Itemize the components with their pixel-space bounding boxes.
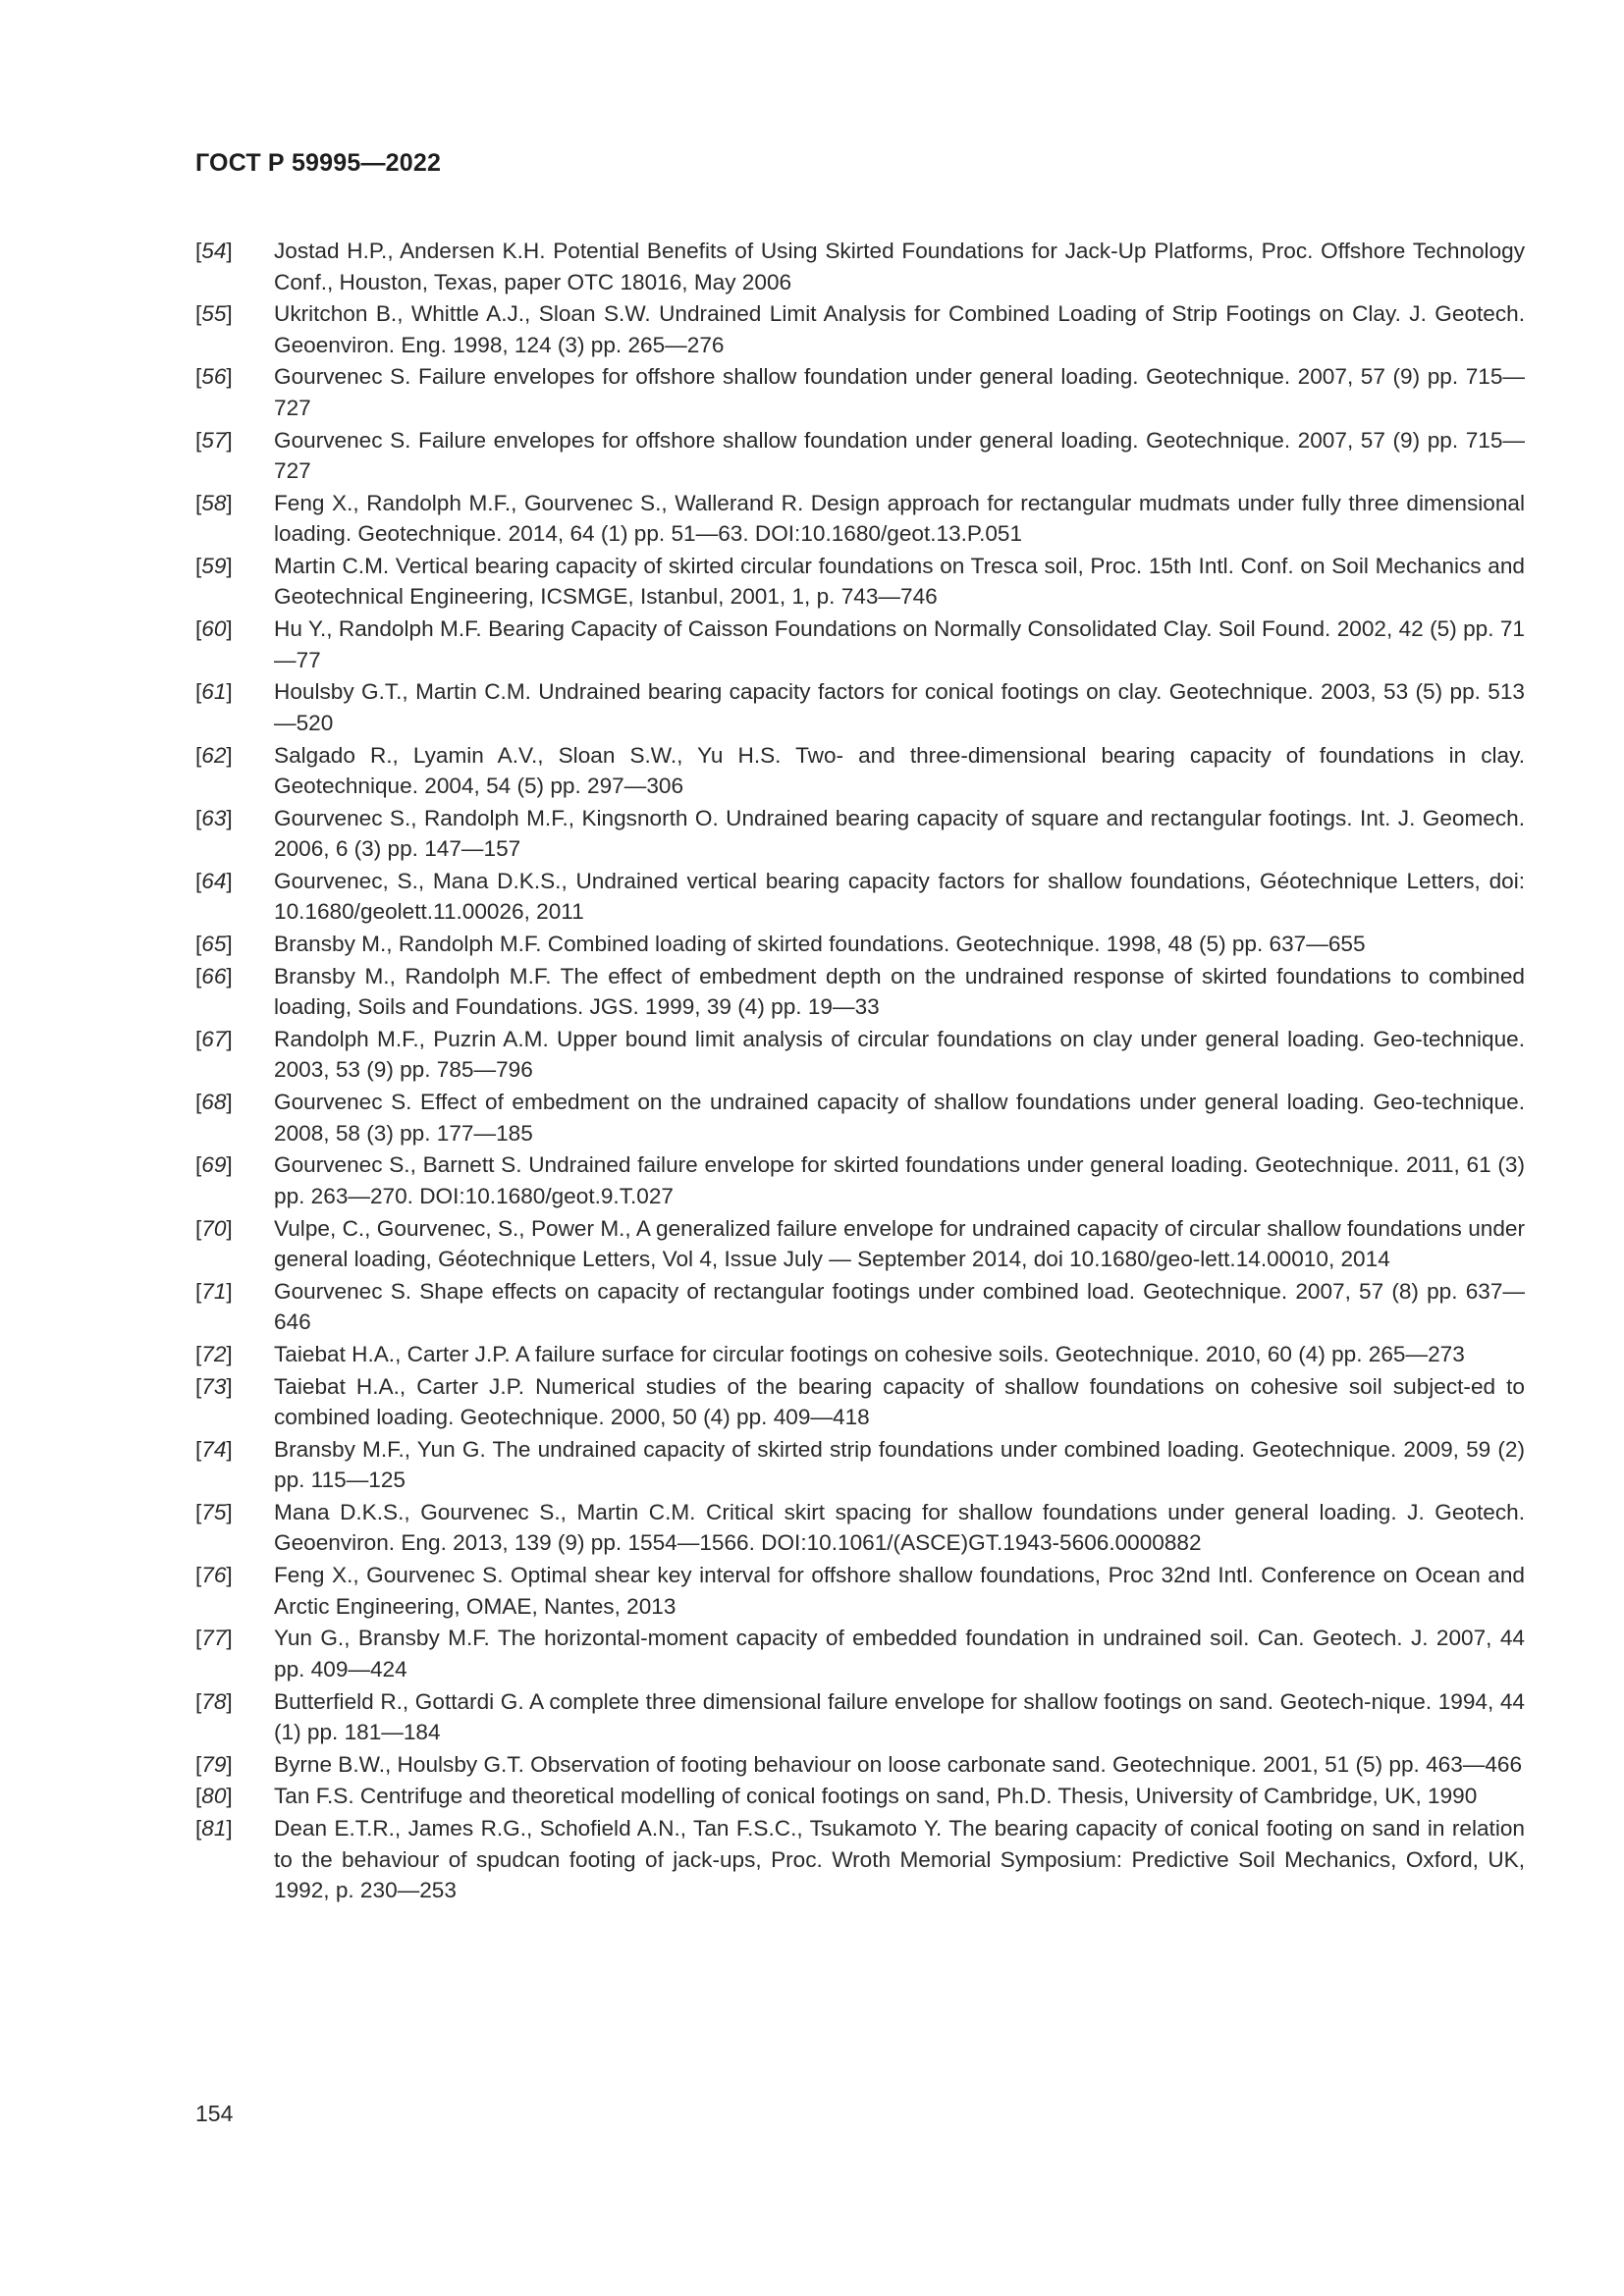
reference-number: [60]	[195, 616, 233, 642]
reference-item	[195, 1623, 1525, 1684]
reference-text: Tan F.S. Centrifuge and theoretical modelling of conical footings on sand, Ph.D. Thesis, University of Cambridge, UK, 1990	[274, 1784, 1478, 1809]
reference-list	[195, 236, 1525, 1907]
reference-number: [78]	[195, 1688, 233, 1714]
reference-text: Feng X., Gourvenec S. Optimal shear key interval for offshore shallow foundations, Proc 32nd Intl. Conference on Ocean and Arctic Engineering, OMAE, Nantes, 2013	[274, 1563, 1525, 1619]
reference-number-value: 66	[201, 963, 227, 988]
reference-item	[195, 236, 1525, 297]
reference-item	[195, 803, 1525, 865]
reference-number-value: 72	[201, 1341, 227, 1366]
reference-number: [65]	[195, 932, 233, 957]
reference-text: Bransby M., Randolph M.F. Combined loading of skirted foundations. Geotechnique. 1998, 48 (5) pp. 637—655	[274, 932, 1366, 957]
reference-number-value: 63	[201, 805, 227, 830]
page-header-title: ГОСТ Р 59995—2022	[195, 149, 442, 177]
reference-text: Vulpe, C., Gourvenec, S., Power M., A generalized failure envelope for undrained capacity of circular shallow foundations under general loading, Géotechnique Letters, Vol 4, Issue July — September 2014, doi 10.1680/geo-lett.14.00010, 2014	[274, 1215, 1525, 1271]
reference-text: Gourvenec S., Barnett S. Undrained failure envelope for skirted foundations under general loading. Geotechnique. 2011, 61 (3) pp. 263—270. DOI:10.1680/geot.9.T.027	[274, 1152, 1525, 1208]
reference-number-value: 62	[201, 742, 227, 768]
reference-number-value: 74	[201, 1436, 227, 1462]
reference-number-value: 60	[201, 616, 227, 642]
reference-item	[195, 1371, 1525, 1433]
reference-number: [64]	[195, 868, 233, 893]
reference-number: [62]	[195, 742, 233, 768]
reference-number-value: 54	[201, 239, 227, 263]
reference-item	[195, 614, 1525, 675]
reference-item	[195, 961, 1525, 1023]
reference-item	[195, 1781, 1525, 1812]
reference-number-value: 57	[201, 427, 227, 453]
reference-number-value: 65	[201, 932, 227, 957]
reference-text: Butterfield R., Gottardi G. A complete three dimensional failure envelope for shallow footings on sand. Geotech-nique. 1994, 44 (1) pp. 181—184	[274, 1688, 1525, 1744]
reference-text: Dean E.T.R., James R.G., Schofield A.N., Tan F.S.C., Tsukamoto Y. The bearing capacity of conical footing on sand in relation to the behaviour of spudcan footing of jack-ups, Proc. Wroth Memorial Symposium: Predictive Soil Mechanics, Oxford, UK, 1992, p. 230—253	[274, 1816, 1525, 1903]
reference-text: Jostad H.P., Andersen K.H. Potential Benefits of Using Skirted Foundations for Jack-Up Platforms, Proc. Offshore Technology Conf., Houston, Texas, paper OTC 18016, May 2006	[274, 239, 1525, 294]
reference-text: Houlsby G.T., Martin C.M. Undrained bearing capacity factors for conical footings on clay. Geotechnique. 2003, 53 (5) pp. 513—520	[274, 679, 1525, 735]
reference-text: Mana D.K.S., Gourvenec S., Martin C.M. Critical skirt spacing for shallow foundations under general loading. J. Geotech. Geoenviron. Eng. 2013, 139 (9) pp. 1554—1566. DOI:10.1061/(ASCE)GT.1943-5606.0000882	[274, 1499, 1525, 1556]
reference-number-value: 80	[201, 1784, 227, 1809]
reference-text: Feng X., Randolph M.F., Gourvenec S., Wallerand R. Design approach for rectangular mudmats under fully three dimensional loading. Geotechnique. 2014, 64 (1) pp. 51—63. DOI:10.1680/geot.13.P.051	[274, 490, 1525, 547]
reference-text: Gourvenec S. Shape effects on capacity of rectangular footings under combined load. Geotechnique. 2007, 57 (8) pp. 637—646	[274, 1278, 1525, 1335]
reference-item	[195, 1339, 1525, 1370]
reference-number-value: 81	[201, 1816, 227, 1842]
reference-number-value: 56	[201, 364, 227, 390]
reference-item	[195, 676, 1525, 738]
reference-number: [61]	[195, 679, 233, 705]
reference-number: [55]	[195, 301, 233, 327]
reference-item	[195, 1087, 1525, 1148]
reference-number: [59]	[195, 553, 233, 578]
reference-number-value: 75	[201, 1499, 227, 1524]
reference-item	[195, 1497, 1525, 1559]
reference-number: [54]	[195, 239, 233, 263]
reference-number-value: 58	[201, 490, 227, 515]
reference-number: [56]	[195, 364, 233, 390]
reference-number-value: 77	[201, 1626, 227, 1651]
reference-item	[195, 740, 1525, 802]
reference-text: Taiebat H.A., Carter J.P. A failure surface for circular footings on cohesive soils. Geotechnique. 2010, 60 (4) pp. 265—273	[274, 1341, 1465, 1366]
reference-number: [74]	[195, 1436, 233, 1462]
reference-item	[195, 1749, 1525, 1781]
reference-item	[195, 1434, 1525, 1496]
reference-text: Salgado R., Lyamin A.V., Sloan S.W., Yu H.S. Two- and three-dimensional bearing capacity of foundations in clay. Geotechnique. 2004, 54 (5) pp. 297—306	[274, 742, 1525, 798]
reference-number-value: 76	[201, 1563, 227, 1588]
reference-item	[195, 488, 1525, 550]
reference-number: [76]	[195, 1563, 233, 1588]
reference-item	[195, 1686, 1525, 1748]
reference-text: Taiebat H.A., Carter J.P. Numerical studies of the bearing capacity of shallow foundations on cohesive soil subject-ed to combined loading. Geotechnique. 2000, 50 (4) pp. 409—418	[274, 1373, 1525, 1430]
reference-text: Gourvenec S. Effect of embedment on the undrained capacity of shallow foundations under general loading. Geo-technique. 2008, 58 (3) pp. 177—185	[274, 1090, 1525, 1146]
reference-text: Bransby M.F., Yun G. The undrained capacity of skirted strip foundations under combined loading. Geotechnique. 2009, 59 (2) pp. 115—125	[274, 1436, 1525, 1493]
reference-text: Gourvenec S. Failure envelopes for offshore shallow foundation under general loading. Geotechnique. 2007, 57 (9) pp. 715—727	[274, 364, 1525, 420]
reference-item	[195, 1024, 1525, 1086]
reference-number: [71]	[195, 1278, 233, 1304]
reference-number-value: 71	[201, 1278, 227, 1304]
reference-item	[195, 1276, 1525, 1338]
reference-text: Gourvenec S. Failure envelopes for offshore shallow foundation under general loading. Geotechnique. 2007, 57 (9) pp. 715—727	[274, 427, 1525, 484]
reference-number-value: 55	[201, 301, 227, 327]
reference-number: [75]	[195, 1499, 233, 1524]
reference-number-value: 59	[201, 553, 227, 578]
reference-item	[195, 298, 1525, 360]
reference-text: Bransby M., Randolph M.F. The effect of embedment depth on the undrained response of skirted foundations to combined loading, Soils and Foundations. JGS. 1999, 39 (4) pp. 19—33	[274, 963, 1525, 1020]
reference-text: Byrne B.W., Houlsby G.T. Observation of footing behaviour on loose carbonate sand. Geotechnique. 2001, 51 (5) pp. 463—466	[274, 1751, 1523, 1777]
reference-text: Yun G., Bransby M.F. The horizontal-moment capacity of embedded foundation in undrained soil. Can. Geotech. J. 2007, 44 pp. 409—424	[274, 1626, 1525, 1682]
reference-text: Ukritchon B., Whittle A.J., Sloan S.W. Undrained Limit Analysis for Combined Loading of Strip Footings on Clay. J. Geotech. Geoenviron. Eng. 1998, 124 (3) pp. 265—276	[274, 301, 1525, 357]
reference-number: [63]	[195, 805, 233, 830]
reference-item	[195, 1149, 1525, 1211]
reference-number: [57]	[195, 427, 233, 453]
reference-number: [73]	[195, 1373, 233, 1399]
page-number: 154	[195, 2101, 234, 2126]
reference-number-value: 61	[201, 679, 227, 705]
reference-number-value: 70	[201, 1215, 227, 1241]
reference-number-value: 68	[201, 1090, 227, 1115]
reference-number-value: 79	[201, 1751, 227, 1777]
reference-number: [67]	[195, 1026, 233, 1051]
reference-text: Hu Y., Randolph M.F. Bearing Capacity of Caisson Foundations on Normally Consolidated Clay. Soil Found. 2002, 42 (5) pp. 71—77	[274, 616, 1525, 672]
reference-item	[195, 1813, 1525, 1906]
reference-item	[195, 361, 1525, 423]
reference-number-value: 73	[201, 1373, 227, 1399]
reference-number: [69]	[195, 1152, 233, 1178]
reference-number: [79]	[195, 1751, 233, 1777]
reference-item	[195, 551, 1525, 613]
reference-number: [72]	[195, 1341, 233, 1366]
reference-number: [68]	[195, 1090, 233, 1115]
reference-number-value: 64	[201, 868, 227, 893]
reference-number: [70]	[195, 1215, 233, 1241]
reference-text: Gourvenec S., Randolph M.F., Kingsnorth O. Undrained bearing capacity of square and rectangular footings. Int. J. Geomech. 2006, 6 (3) pp. 147—157	[274, 805, 1525, 862]
reference-item	[195, 425, 1525, 487]
reference-text: Gourvenec, S., Mana D.K.S., Undrained vertical bearing capacity factors for shallow foundations, Géotechnique Letters, doi: 10.1680/geolett.11.00026, 2011	[274, 868, 1525, 925]
reference-number: [66]	[195, 963, 233, 988]
reference-number: [58]	[195, 490, 233, 515]
reference-text: Randolph M.F., Puzrin A.M. Upper bound limit analysis of circular foundations on clay under general loading. Geo-technique. 2003, 53 (9) pp. 785—796	[274, 1026, 1525, 1083]
reference-text: Martin C.M. Vertical bearing capacity of skirted circular foundations on Tresca soil, Proc. 15th Intl. Conf. on Soil Mechanics and Geotechnical Engineering, ICSMGE, Istanbul, 2001, 1, p. 743—746	[274, 553, 1525, 610]
reference-item	[195, 1213, 1525, 1275]
reference-number: [77]	[195, 1626, 233, 1651]
reference-item	[195, 866, 1525, 928]
reference-item	[195, 929, 1525, 960]
reference-number-value: 69	[201, 1152, 227, 1178]
reference-number-value: 78	[201, 1688, 227, 1714]
reference-item	[195, 1560, 1525, 1622]
reference-number-value: 67	[201, 1026, 227, 1051]
reference-number: [81]	[195, 1816, 233, 1842]
reference-number: [80]	[195, 1784, 233, 1809]
